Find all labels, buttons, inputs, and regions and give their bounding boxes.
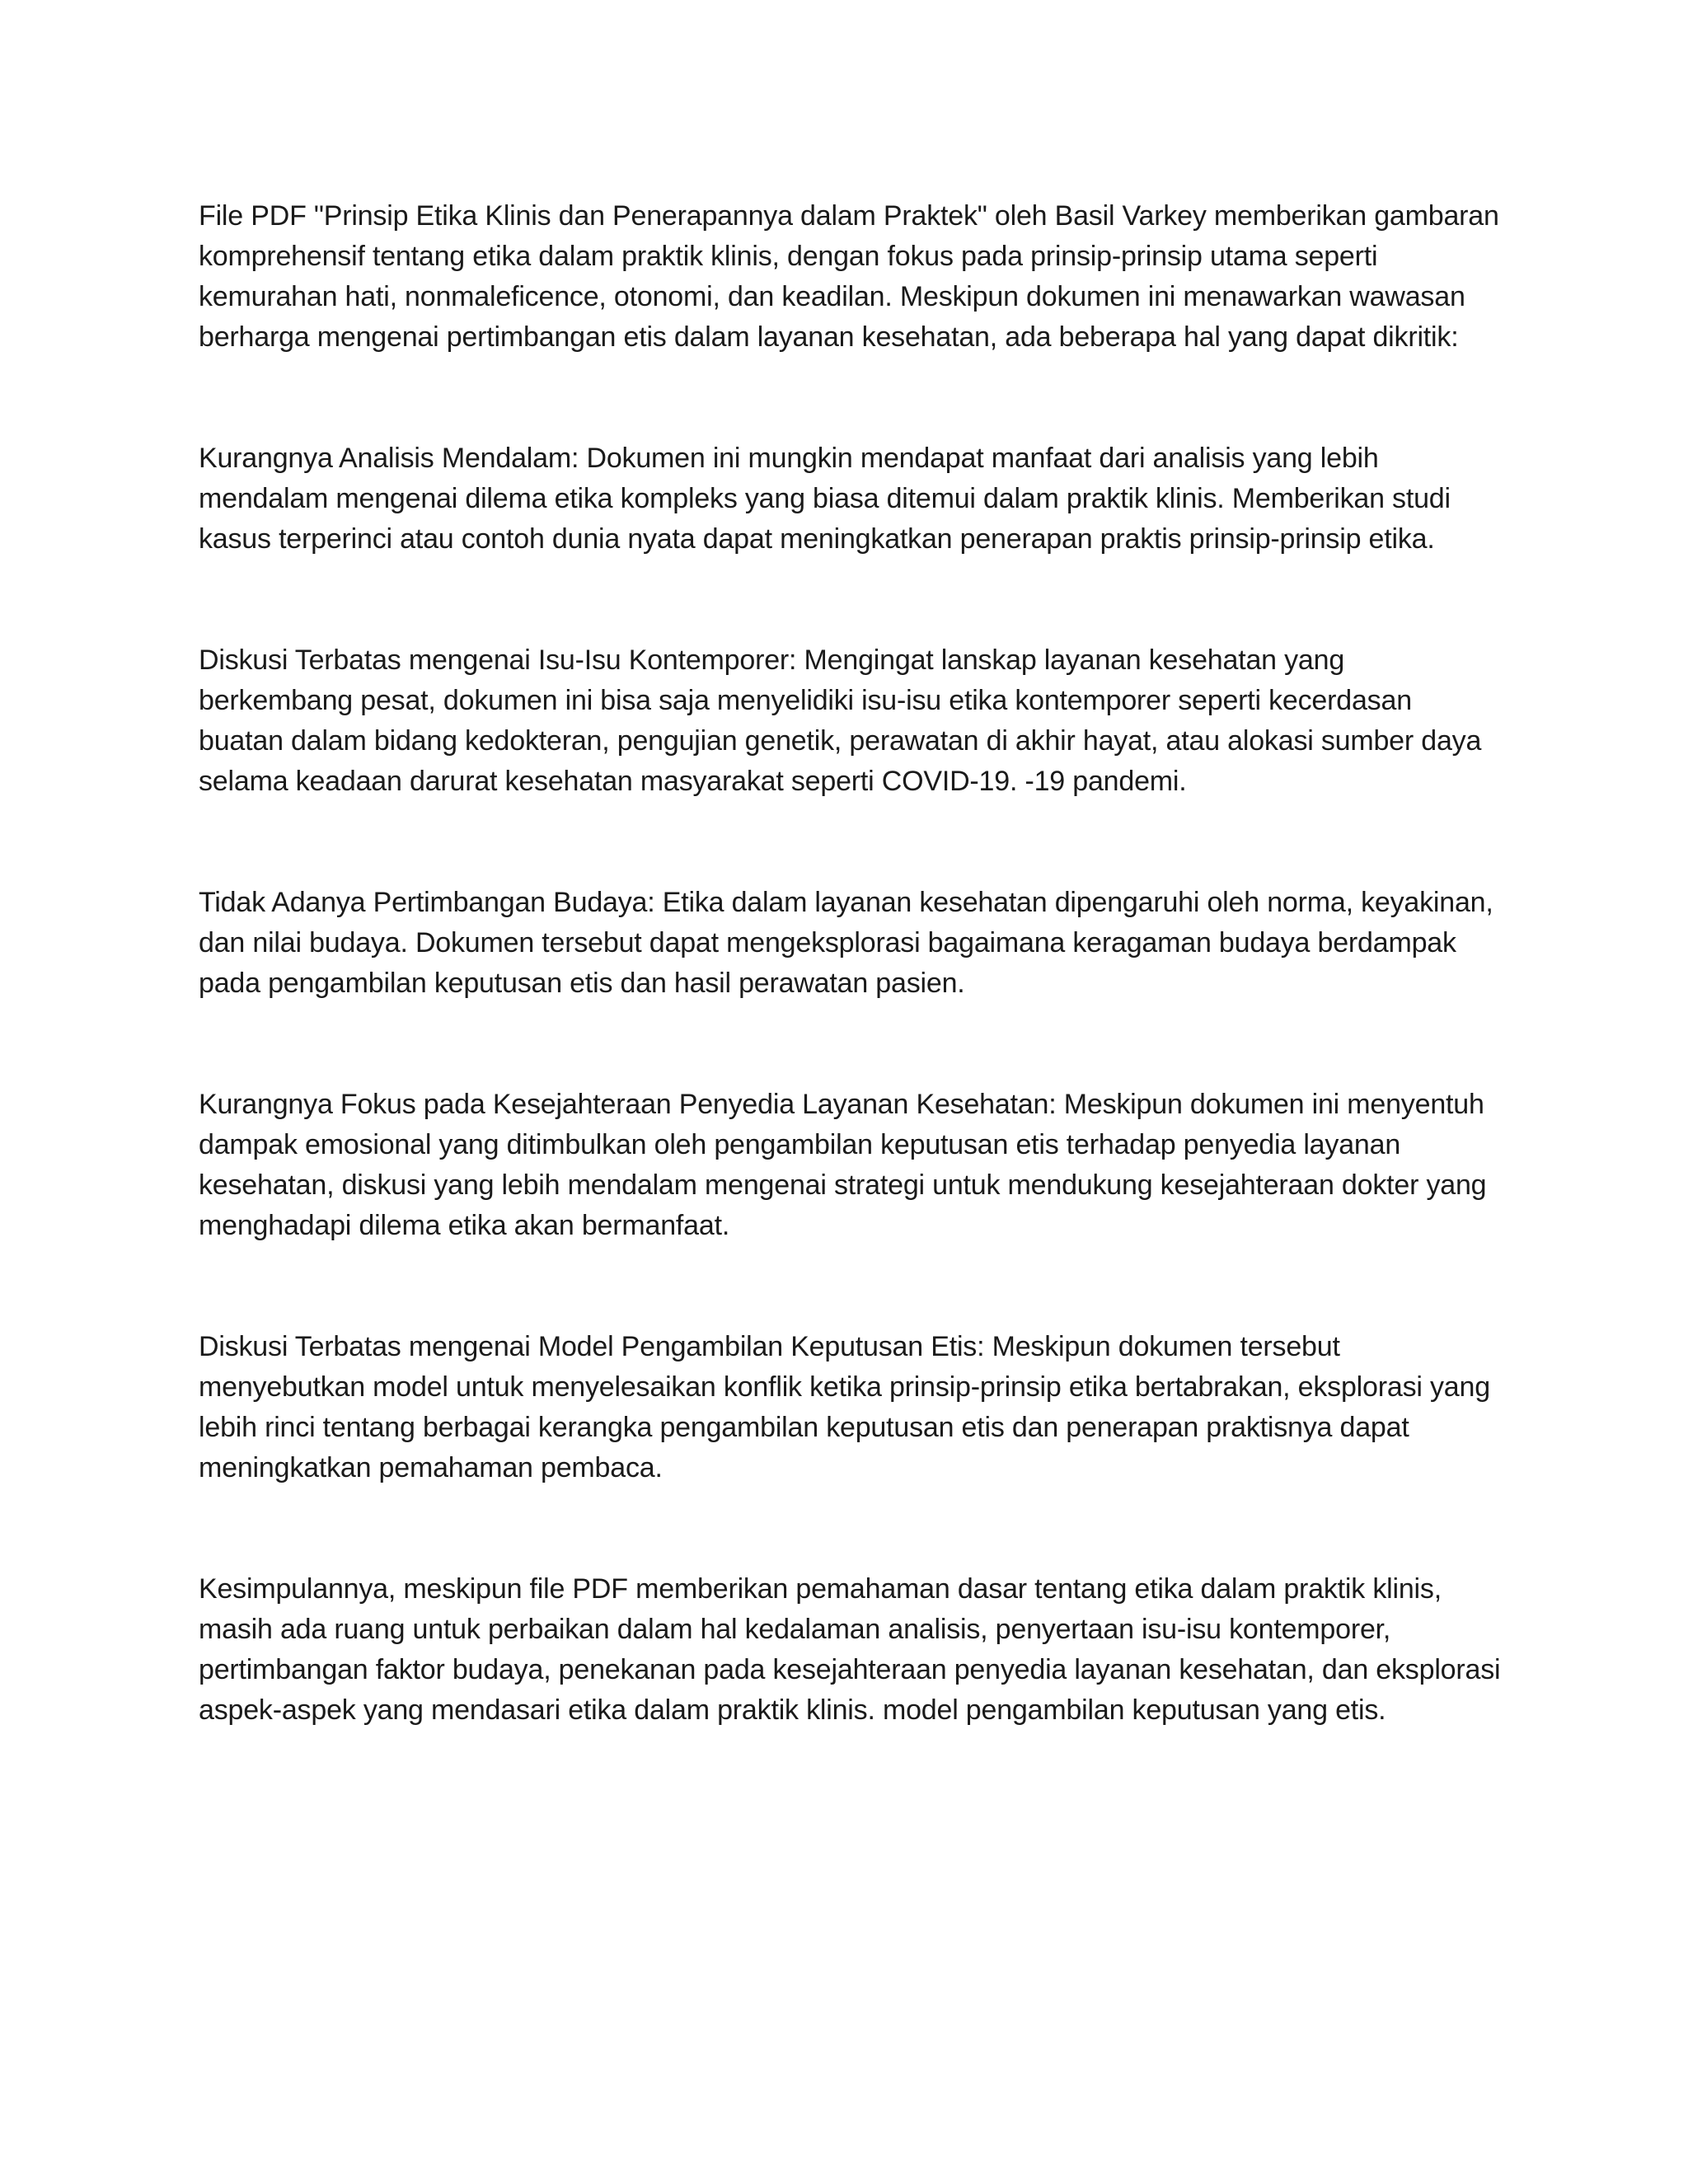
document-body	[199, 196, 1501, 1731]
paragraph-contemporary-issues: Diskusi Terbatas mengenai Isu-Isu Kontemporer: Mengingat lanskap layanan kesehatan yang berkembang pesat, dokumen ini bisa saja menyelidiki isu-isu etika kontemporer seperti kecerdasan buatan dalam bidang kedokteran, pengujian genetik, perawatan di akhir hayat, atau alokasi sumber daya selama keadaan darurat kesehatan masyarakat seperti COVID-19. -19 pandemi.	[199, 644, 1482, 797]
paragraph-decision-models: Diskusi Terbatas mengenai Model Pengambilan Keputusan Etis: Meskipun dokumen tersebut menyebutkan model untuk menyelesaikan konflik ketika prinsip-prinsip etika bertabrakan, eksplorasi yang lebih rinci tentang berbagai kerangka pengambilan keputusan etis dan penerapan praktisnya dapat meningkatkan pemahaman pembaca.	[199, 1331, 1490, 1483]
paragraph-provider-wellbeing: Kurangnya Fokus pada Kesejahteraan Penyedia Layanan Kesehatan: Meskipun dokumen ini menyentuh dampak emosional yang ditimbulkan oleh pengambilan keputusan etis terhadap penyedia layanan kesehatan, diskusi yang lebih mendalam mengenai strategi untuk mendukung kesejahteraan dokter yang menghadapi dilema etika akan bermanfaat.	[199, 1089, 1487, 1241]
paragraph-cultural-considerations: Tidak Adanya Pertimbangan Budaya: Etika dalam layanan kesehatan dipengaruhi oleh norma, keyakinan, dan nilai budaya. Dokumen tersebut dapat mengeksplorasi bagaimana keragaman budaya berdampak pada pengambilan keputusan etis dan hasil perawatan pasien.	[199, 887, 1493, 999]
paragraph-intro: File PDF "Prinsip Etika Klinis dan Penerapannya dalam Praktek" oleh Basil Varkey memberikan gambaran komprehensif tentang etika dalam praktik klinis, dengan fokus pada prinsip-prinsip utama seperti kemurahan hati, nonmaleficence, otonomi, dan keadilan. Meskipun dokumen ini menawarkan wawasan berharga mengenai pertimbangan etis dalam layanan kesehatan, ada beberapa hal yang dapat dikritik:	[199, 200, 1499, 353]
paragraph-analysis-depth: Kurangnya Analisis Mendalam: Dokumen ini mungkin mendapat manfaat dari analisis yang lebih mendalam mengenai dilema etika kompleks yang biasa ditemui dalam praktik klinis. Memberikan studi kasus terperinci atau contoh dunia nyata dapat meningkatkan penerapan praktis prinsip-prinsip etika.	[199, 443, 1451, 555]
paragraph-conclusion: Kesimpulannya, meskipun file PDF memberikan pemahaman dasar tentang etika dalam praktik klinis, masih ada ruang untuk perbaikan dalam hal kedalaman analisis, penyertaan isu-isu kontemporer, pertimbangan faktor budaya, penekanan pada kesejahteraan penyedia layanan kesehatan, dan eksplorasi aspek-aspek yang mendasari etika dalam praktik klinis. model pengambilan keputusan yang etis.	[199, 1573, 1501, 1726]
